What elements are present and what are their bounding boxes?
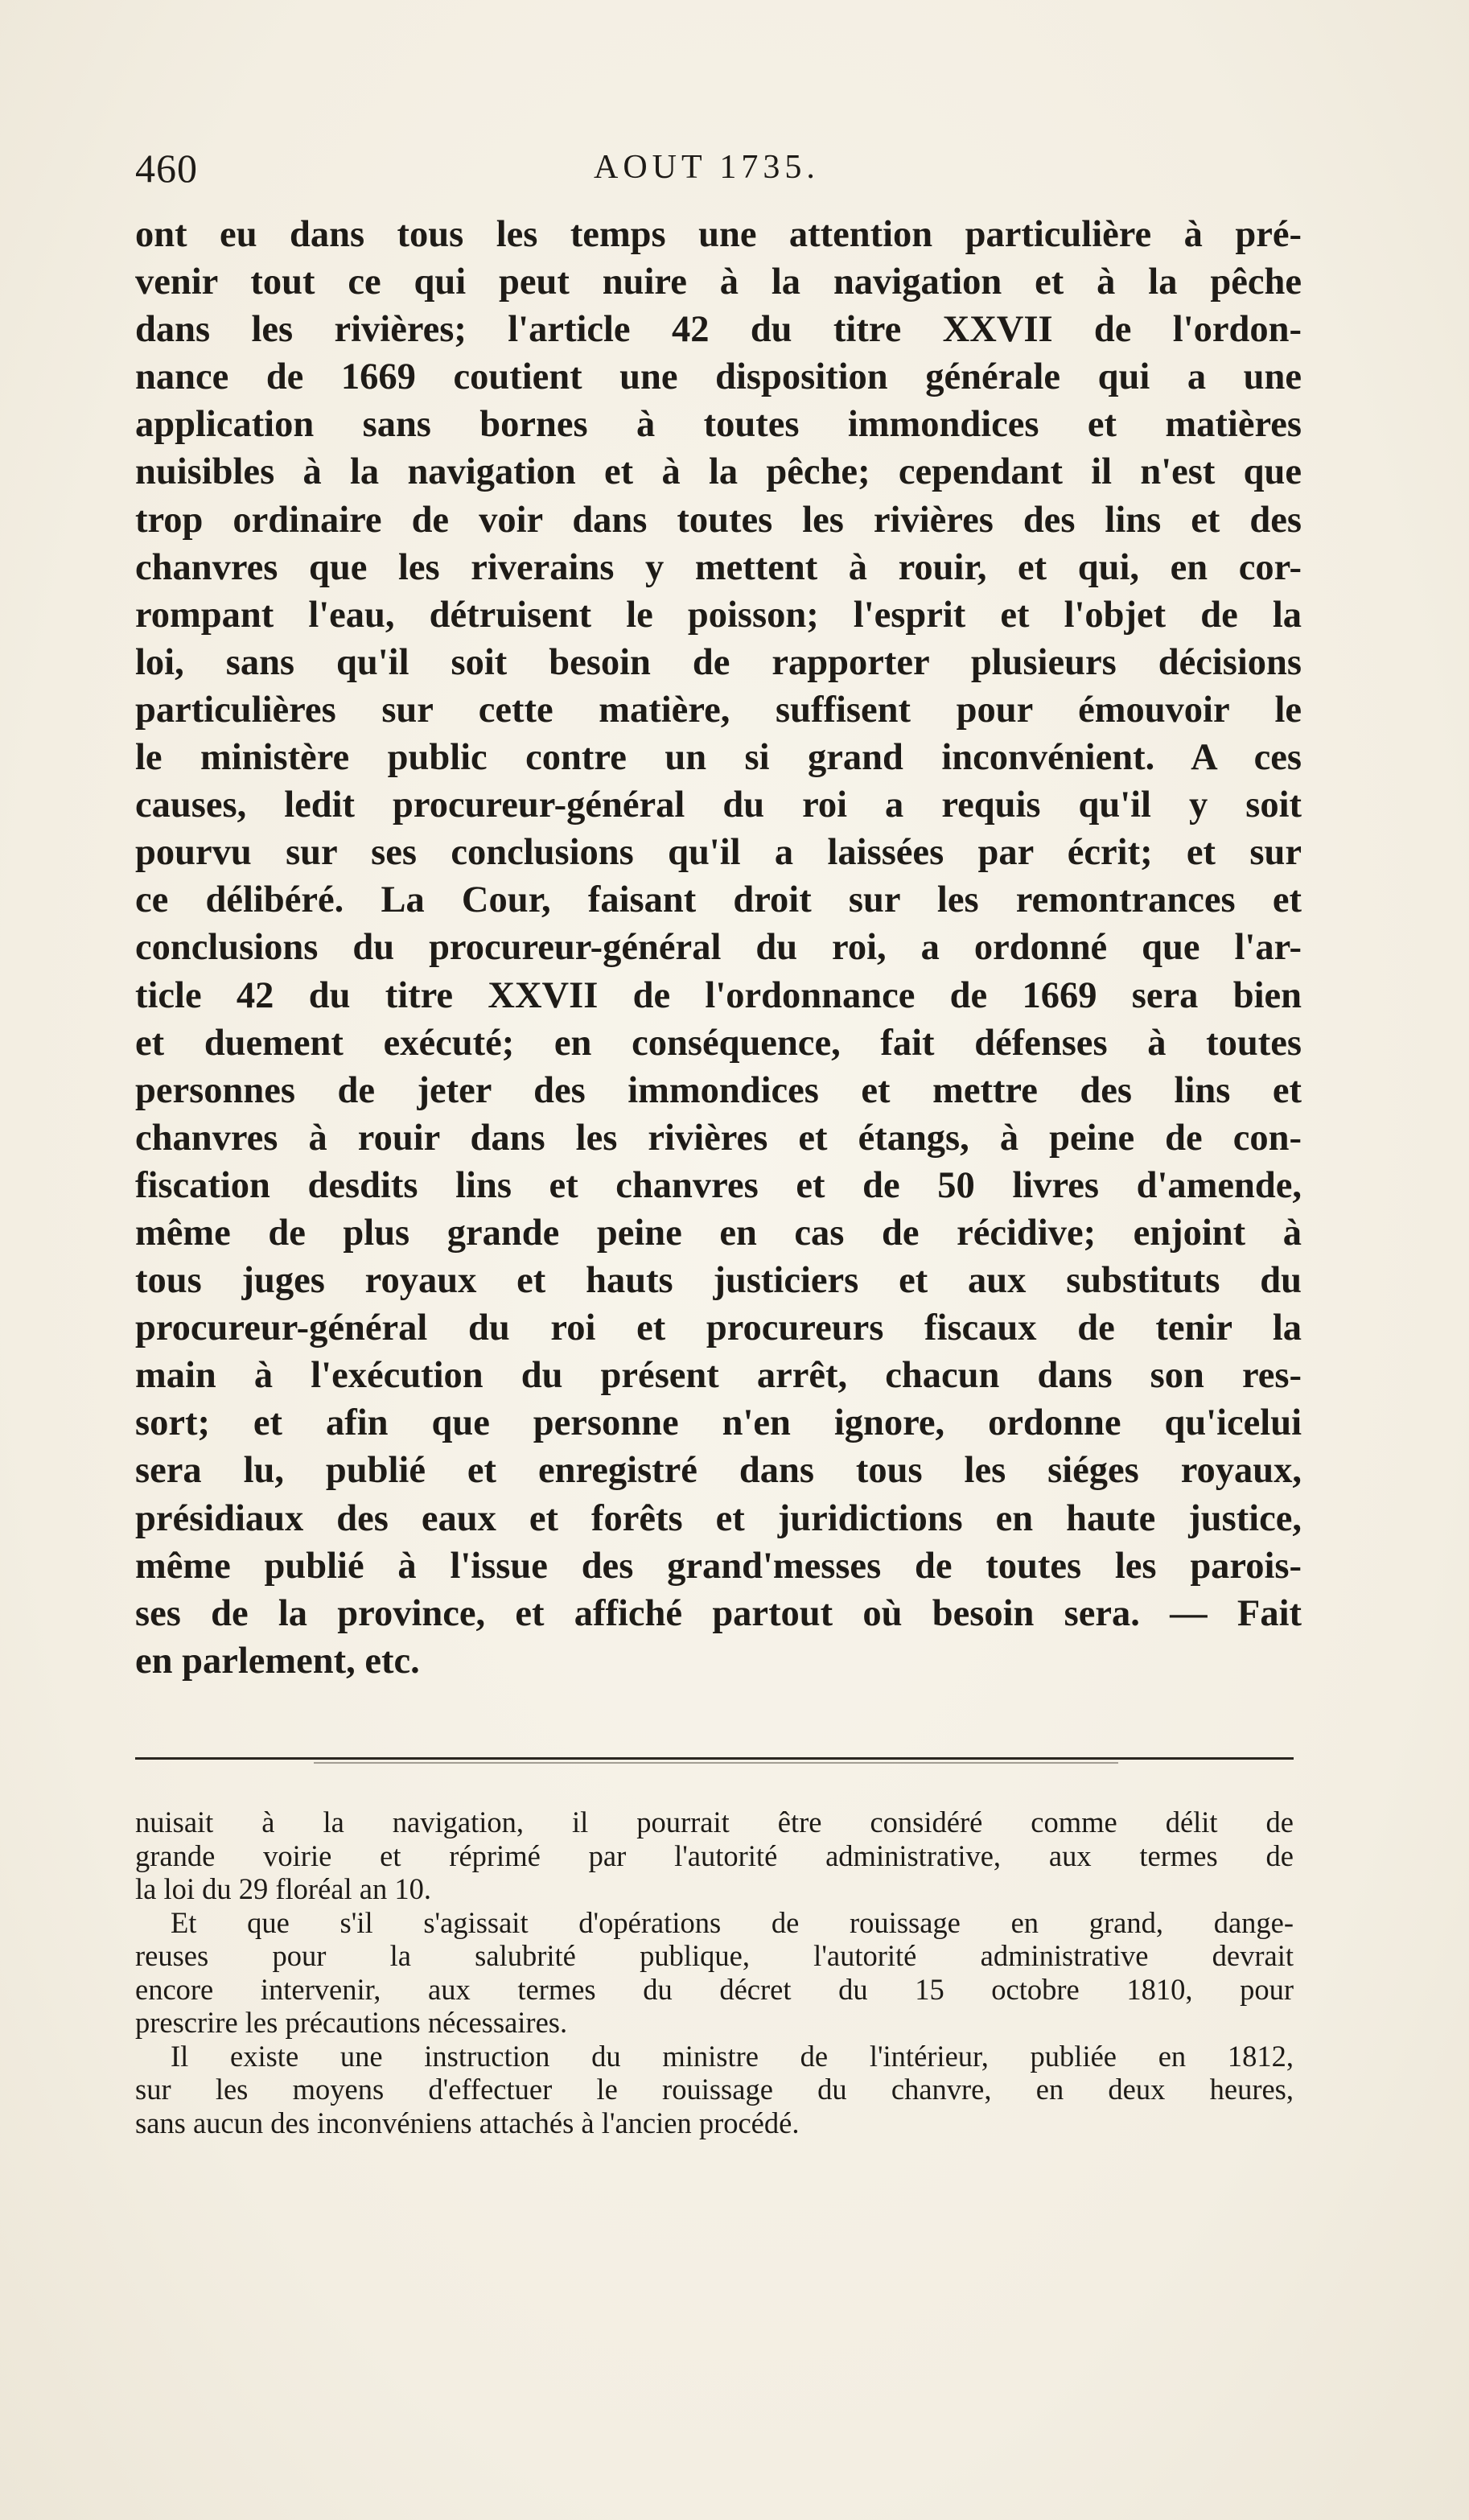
main-text-line: sera lu, publié et enregistré dans tous les siéges royaux, — [135, 1450, 1302, 1492]
footnote-line: la loi du 29 floréal an 10. — [135, 1872, 431, 1905]
main-text-line: venir tout ce qui peut nuire à la navigation et à la pêche — [135, 261, 1302, 303]
footnote-line: prescrire les précautions nécessaires. — [135, 2006, 568, 2039]
main-text-line: dans les rivières; l'article 42 du titre XXVII de l'ordon- — [135, 309, 1302, 351]
footnote-line: grande voirie et réprimé par l'autorité administrative, aux termes de — [135, 1839, 1294, 1872]
main-text-line: conclusions du procureur-général du roi, a ordonné que l'ar- — [135, 927, 1302, 969]
main-text-line: pourvu sur ses conclusions qu'il a laissées par écrit; et sur — [135, 832, 1302, 874]
main-text-line: en parlement, etc. — [135, 1640, 420, 1682]
main-text-block — [135, 211, 1302, 1685]
main-text-line: sort; et afin que personne n'en ignore, ordonne qu'icelui — [135, 1402, 1302, 1444]
main-text-line: loi, sans qu'il soit besoin de rapporter plusieurs décisions — [135, 641, 1302, 683]
main-text-line: ont eu dans tous les temps une attention particulière à pré- — [135, 214, 1302, 255]
page-number: 460 — [135, 146, 198, 191]
main-text-line: ticle 42 du titre XXVII de l'ordonnance de 1669 sera bien — [135, 974, 1302, 1016]
main-text-line: fiscation desdits lins et chanvres et de 50 livres d'amende, — [135, 1164, 1302, 1206]
footnote-line: Il existe une instruction du ministre de l'intérieur, publiée en 1812, — [171, 2039, 1294, 2073]
main-text-line: application sans bornes à toutes immondices et matières — [135, 404, 1302, 446]
footnote-line: sans aucun des inconvéniens attachés à l'ancien procédé. — [135, 2106, 800, 2139]
main-text-line: ce délibéré. La Cour, faisant droit sur les remontrances et — [135, 879, 1302, 921]
main-text-line: procureur-général du roi et procureurs fiscaux de tenir la — [135, 1307, 1302, 1349]
main-text-line: ses de la province, et affiché partout où besoin sera. — Fait — [135, 1592, 1302, 1634]
page-header — [135, 145, 1302, 201]
footnotes-block — [135, 1806, 1294, 2139]
footnote-separator-rule — [135, 1757, 1294, 1760]
main-text-line: présidiaux des eaux et forêts et juridictions en haute justice, — [135, 1497, 1302, 1539]
main-text-line: rompant l'eau, détruisent le poisson; l'esprit et l'objet de la — [135, 594, 1302, 636]
main-text-line: et duement exécuté; en conséquence, fait défenses à toutes — [135, 1022, 1302, 1064]
footnote-line: encore intervenir, aux termes du décret du 15 octobre 1810, pour — [135, 1972, 1294, 2006]
main-text-line: chanvres à rouir dans les rivières et étangs, à peine de con- — [135, 1117, 1302, 1159]
footnote-line: reuses pour la salubrité publique, l'autorité administrative devrait — [135, 1939, 1294, 1972]
main-text-line: chanvres que les riverains y mettent à rouir, et qui, en cor- — [135, 546, 1302, 588]
main-text-line: trop ordinaire de voir dans toutes les rivières des lins et des — [135, 499, 1302, 541]
main-text-line: même de plus grande peine en cas de récidive; enjoint à — [135, 1212, 1302, 1254]
footnote-line: sur les moyens d'effectuer le rouissage du chanvre, en deux heures, — [135, 2073, 1294, 2106]
main-text-line: particulières sur cette matière, suffisent pour émouvoir le — [135, 689, 1302, 731]
main-text-line: même publié à l'issue des grand'messes de toutes les parois- — [135, 1545, 1302, 1587]
main-text-line: nuisibles à la navigation et à la pêche; cependant il n'est que — [135, 451, 1302, 493]
main-text-line: le ministère public contre un si grand inconvénient. A ces — [135, 737, 1302, 779]
main-text-line: main à l'exécution du présent arrêt, chacun dans son res- — [135, 1355, 1302, 1397]
footnote-line: nuisait à la navigation, il pourrait être considéré comme délit de — [135, 1806, 1294, 1839]
running-title: AOUT 1735. — [594, 149, 820, 186]
main-text-line: personnes de jeter des immondices et mettre des lins et — [135, 1069, 1302, 1111]
main-text-line: tous juges royaux et hauts justiciers et aux substituts du — [135, 1260, 1302, 1302]
main-text-line: causes, ledit procureur-général du roi a requis qu'il y soit — [135, 784, 1302, 826]
footnote-separator-shadow — [314, 1762, 1118, 1764]
main-text-line: nance de 1669 coutient une disposition générale qui a une — [135, 356, 1302, 398]
footnote-line: Et que s'il s'agissait d'opérations de rouissage en grand, dange- — [171, 1905, 1294, 1939]
